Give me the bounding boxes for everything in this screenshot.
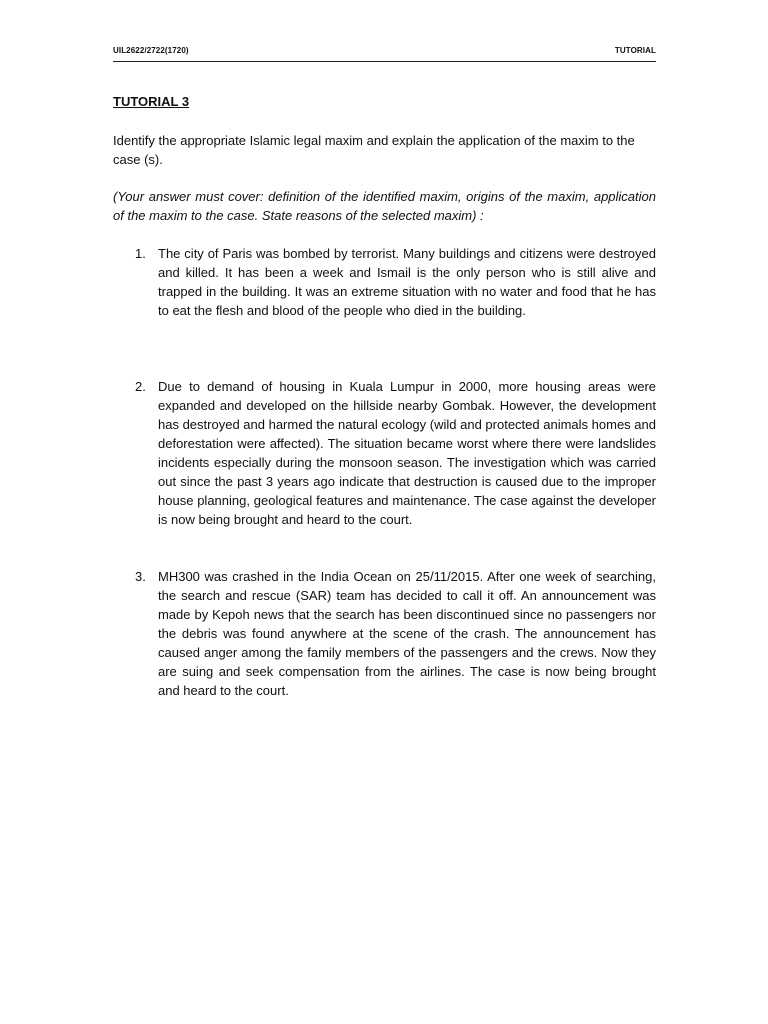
question-item — [113, 567, 656, 700]
question-item — [113, 377, 656, 529]
header-label: TUTORIAL — [614, 46, 656, 55]
instruction-text: Identify the appropriate Islamic legal maxim and explain the application of the maxim to the case (s). — [113, 133, 635, 167]
answer-note: (Your answer must cover: definition of the identified maxim, origins of the maxim, application of the maxim to the case. State reasons of the selected maxim) : — [113, 189, 656, 223]
question-text: MH300 was crashed in the India Ocean on 25/11/2015. After one week of searching, the search and rescue (SAR) team has decided to call it off. An announcement was made by Kepoh news that the search has been discontinued since no passengers nor the debris was found anywhere at the scene of the crash. The announcement has caused anger among the family members of the passengers and the crews. Now they are suing and seek compensation from the airlines. The case is now being brought and heard to the court. — [158, 569, 656, 698]
question-text: The city of Paris was bombed by terrorist. Many buildings and citizens were destroyed and killed. It has been a week and Ismail is the only person who is still alive and trapped in the building. It was an extreme situation with no water and food that he has to eat the flesh and blood of the people who died in the building. — [158, 246, 656, 318]
course-code: UIL2622/2722(1720) — [113, 46, 189, 55]
question-number: 2. — [135, 379, 146, 394]
tutorial-title: TUTORIAL 3 — [113, 94, 190, 109]
question-item — [113, 244, 656, 320]
question-text: Due to demand of housing in Kuala Lumpur in 2000, more housing areas were expanded and developed on the hillside nearby Gombak. However, the development has destroyed and harmed the natural ecology (wild and protected animals homes and deforestation were affected). The situation became worst where there were landslides incidents especially during the monsoon season. The investigation which was carried out since the past 3 years ago indicate that destruction is caused due to the improper house planning, geological features and maintenance. The case against the developer is now being brought and heard to the court. — [158, 379, 656, 527]
question-number: 3. — [135, 569, 146, 584]
question-number: 1. — [135, 246, 146, 261]
page-header — [113, 46, 656, 62]
